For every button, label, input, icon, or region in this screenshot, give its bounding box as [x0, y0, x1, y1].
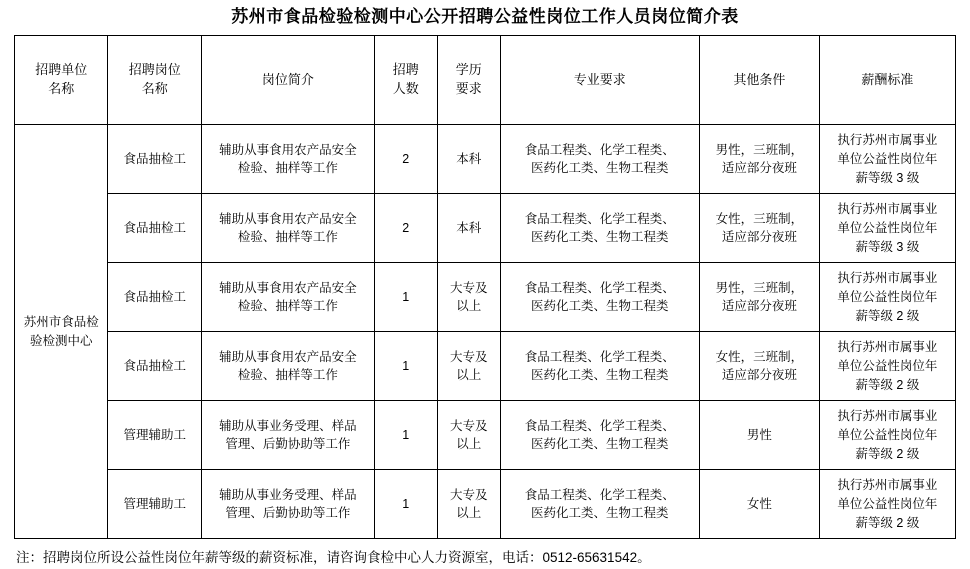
text-line: 薪等级 2 级	[855, 377, 920, 392]
text-line: 辅助从事食用农产品安全	[219, 349, 357, 364]
text-line: 医药化工类、生物工程类	[531, 230, 669, 245]
text-line: 薪等级 2 级	[855, 308, 920, 323]
cell-education	[437, 401, 500, 470]
cell-position: 管理辅助工	[108, 401, 201, 470]
header-line: 专业要求	[573, 71, 626, 87]
text-line: 食品工程类、化学工程类、	[524, 211, 675, 226]
text-line: 辅助从事业务受理、样品	[219, 418, 357, 433]
text-line: 男性，三班制，	[715, 280, 804, 295]
cell-education	[437, 332, 500, 401]
cell-brief	[201, 263, 374, 332]
text-line: 薪等级 3 级	[855, 170, 920, 185]
cell-position: 管理辅助工	[108, 470, 201, 539]
text-line: 本科	[456, 220, 482, 235]
cell-other-conditions	[699, 125, 819, 194]
cell-position: 食品抽检工	[108, 125, 201, 194]
column-header-other	[699, 36, 819, 125]
text-line: 单位公益性岗位年	[837, 496, 938, 511]
header-line: 名称	[141, 81, 168, 97]
text-line: 大专及	[449, 349, 488, 364]
text-line: 食品工程类、化学工程类、	[524, 418, 675, 433]
text-line: 医药化工类、生物工程类	[531, 368, 669, 383]
cell-major	[500, 194, 699, 263]
text-line: 执行苏州市属事业	[837, 340, 938, 355]
column-header-unit	[15, 36, 108, 125]
text-line: 适应部分夜班	[721, 368, 797, 383]
text-line: 以上	[456, 368, 482, 383]
text-line: 本科	[456, 151, 482, 166]
column-header-salary	[819, 36, 955, 125]
cell-education	[437, 470, 500, 539]
cell-count: 1	[374, 470, 437, 539]
text-line: 大专及	[449, 487, 488, 502]
text-line: 单位公益性岗位年	[837, 151, 938, 166]
text-line: 食品工程类、化学工程类、	[524, 280, 675, 295]
text-line: 检验、抽样等工作	[237, 161, 338, 176]
text-line: 女性	[746, 496, 772, 511]
text-line: 辅助从事食用农产品安全	[219, 211, 357, 226]
text-line: 执行苏州市属事业	[837, 202, 938, 217]
header-line: 要求	[455, 81, 482, 97]
text-line: 适应部分夜班	[721, 299, 797, 314]
cell-education	[437, 194, 500, 263]
cell-position: 食品抽检工	[108, 194, 201, 263]
cell-count: 2	[374, 194, 437, 263]
text-line: 执行苏州市属事业	[837, 409, 938, 424]
cell-major	[500, 125, 699, 194]
text-line: 辅助从事食用农产品安全	[219, 142, 357, 157]
cell-salary	[819, 263, 955, 332]
text-line: 执行苏州市属事业	[837, 133, 938, 148]
header-line: 招聘	[392, 62, 419, 78]
table-row	[15, 263, 956, 332]
text-line: 管理、后勤协助等工作	[225, 506, 351, 521]
header-line: 岗位简介	[261, 71, 314, 87]
text-line: 男性	[746, 427, 772, 442]
cell-unit-name: 苏州市食品检验检测中心	[15, 125, 108, 539]
cell-salary	[819, 401, 955, 470]
text-line: 薪等级 2 级	[855, 515, 920, 530]
cell-salary	[819, 332, 955, 401]
table-row	[15, 470, 956, 539]
page-title: 苏州市食品检验检测中心公开招聘公益性岗位工作人员岗位简介表	[231, 7, 739, 26]
cell-count: 2	[374, 125, 437, 194]
text-line: 辅助从事业务受理、样品	[219, 487, 357, 502]
cell-other-conditions	[699, 194, 819, 263]
text-line: 医药化工类、生物工程类	[531, 299, 669, 314]
text-line: 以上	[456, 299, 482, 314]
header-line: 学历	[455, 62, 482, 78]
text-line: 检验、抽样等工作	[237, 368, 338, 383]
table-row	[15, 125, 956, 194]
cell-major	[500, 332, 699, 401]
text-line: 医药化工类、生物工程类	[531, 161, 669, 176]
text-line: 医药化工类、生物工程类	[531, 437, 669, 452]
column-header-brief	[201, 36, 374, 125]
text-line: 大专及	[449, 418, 488, 433]
cell-other-conditions	[699, 401, 819, 470]
cell-brief	[201, 470, 374, 539]
text-line: 以上	[456, 437, 482, 452]
text-line: 管理、后勤协助等工作	[225, 437, 351, 452]
text-line: 检验、抽样等工作	[237, 230, 338, 245]
cell-other-conditions	[699, 470, 819, 539]
text-line: 执行苏州市属事业	[837, 478, 938, 493]
text-line: 医药化工类、生物工程类	[531, 506, 669, 521]
cell-major	[500, 263, 699, 332]
column-header-count	[374, 36, 437, 125]
cell-brief	[201, 194, 374, 263]
text-line: 单位公益性岗位年	[837, 289, 938, 304]
text-line: 薪等级 2 级	[855, 446, 920, 461]
cell-major	[500, 401, 699, 470]
footnote: 注：招聘岗位所设公益性岗位年薪等级的薪资标准，请咨询食检中心人力资源室，电话：0512-65631542。	[16, 550, 651, 566]
text-line: 薪等级 3 级	[855, 239, 920, 254]
cell-other-conditions	[699, 263, 819, 332]
cell-position: 食品抽检工	[108, 263, 201, 332]
cell-brief	[201, 332, 374, 401]
table-row	[15, 194, 956, 263]
cell-salary	[819, 194, 955, 263]
text-line: 单位公益性岗位年	[837, 358, 938, 373]
header-line: 招聘单位	[35, 62, 88, 78]
cell-other-conditions	[699, 332, 819, 401]
column-header-education	[437, 36, 500, 125]
text-line: 单位公益性岗位年	[837, 427, 938, 442]
header-line: 人数	[392, 81, 419, 97]
header-line: 薪酬标准	[861, 71, 914, 87]
text-line: 大专及	[449, 280, 488, 295]
text-line: 检验、抽样等工作	[237, 299, 338, 314]
text-line: 以上	[456, 506, 482, 521]
text-line: 男性，三班制，	[715, 142, 804, 157]
text-line: 食品工程类、化学工程类、	[524, 487, 675, 502]
table-row	[15, 401, 956, 470]
cell-count: 1	[374, 401, 437, 470]
cell-major	[500, 470, 699, 539]
text-line: 食品工程类、化学工程类、	[524, 349, 675, 364]
job-listing-table	[14, 35, 956, 539]
table-row	[15, 332, 956, 401]
cell-salary	[819, 125, 955, 194]
header-line: 招聘岗位	[128, 62, 181, 78]
text-line: 女性，三班制，	[715, 349, 804, 364]
cell-salary	[819, 470, 955, 539]
column-header-major	[500, 36, 699, 125]
cell-count: 1	[374, 263, 437, 332]
header-line: 名称	[48, 81, 75, 97]
cell-brief	[201, 125, 374, 194]
text-line: 辅助从事食用农产品安全	[219, 280, 357, 295]
text-line: 单位公益性岗位年	[837, 220, 938, 235]
column-header-position	[108, 36, 201, 125]
text-line: 执行苏州市属事业	[837, 271, 938, 286]
text-line: 女性，三班制，	[715, 211, 804, 226]
cell-education	[437, 263, 500, 332]
text-line: 食品工程类、化学工程类、	[524, 142, 675, 157]
text-line: 适应部分夜班	[721, 161, 797, 176]
cell-brief	[201, 401, 374, 470]
cell-count: 1	[374, 332, 437, 401]
header-line: 其他条件	[733, 71, 786, 87]
text-line: 适应部分夜班	[721, 230, 797, 245]
cell-position: 食品抽检工	[108, 332, 201, 401]
cell-education	[437, 125, 500, 194]
table-header-row	[15, 36, 956, 125]
